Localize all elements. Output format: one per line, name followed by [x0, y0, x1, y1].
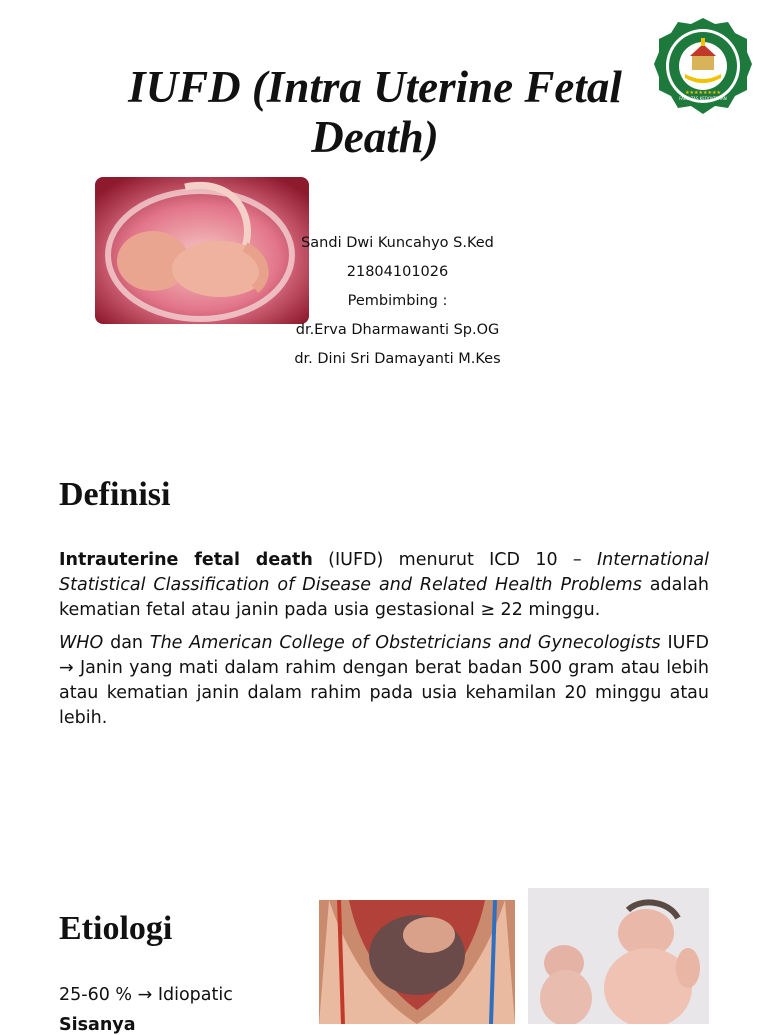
definition-paragraph-2: WHO dan The American College of Obstetricians and Gynecologists IUFD → Janin yang mati dalam rahim dengan berat badan 500 gram atau lebih atau kematian janin dalam rahim pada usia kehamilan 20 minggu atau lebih. — [59, 633, 709, 728]
definition-heading: Definisi — [59, 476, 171, 513]
title-slide — [0, 0, 768, 420]
arrow-icon: → — [59, 658, 74, 678]
university-logo — [652, 16, 754, 116]
supervisor-label: Pembimbing : — [347, 293, 448, 309]
etiology-slide — [0, 860, 768, 1035]
etiology-sub: Sisanya — [59, 1015, 136, 1035]
etiology-heading: Etiologi — [59, 910, 173, 947]
definition-body — [59, 548, 709, 739]
supervisor-1: dr.Erva Dharmawanti Sp.OG — [295, 322, 500, 338]
title-line-2: Death) — [311, 112, 439, 162]
supervisor-2: dr. Dini Sri Damayanti M.Kes — [294, 351, 501, 367]
uterus-illustration — [319, 900, 515, 1024]
svg-text:★★★★★★★★: ★★★★★★★★ — [685, 90, 721, 96]
logo-band-text: FAKULTAS KEDOKTERAN — [679, 96, 727, 101]
slide-title — [80, 62, 670, 162]
arrow-icon: → — [137, 985, 153, 1005]
etiology-line: 25-60 % → Idiopatic — [59, 985, 233, 1005]
student-id: 21804101026 — [346, 264, 449, 280]
author-name: Sandi Dwi Kuncahyo S.Ked — [301, 235, 494, 251]
author-block — [250, 229, 545, 374]
babies-photo — [528, 888, 709, 1024]
title-line-1: IUFD (Intra Uterine Fetal — [128, 62, 622, 112]
definition-slide — [0, 440, 768, 840]
definition-paragraph-1: Intrauterine fetal death (IUFD) menurut ICD 10 – International Statistical Classification of Disease and Related Health Problems adalah kematian fetal atau janin pada usia gestasional ≥ 22 minggu. — [59, 550, 710, 620]
